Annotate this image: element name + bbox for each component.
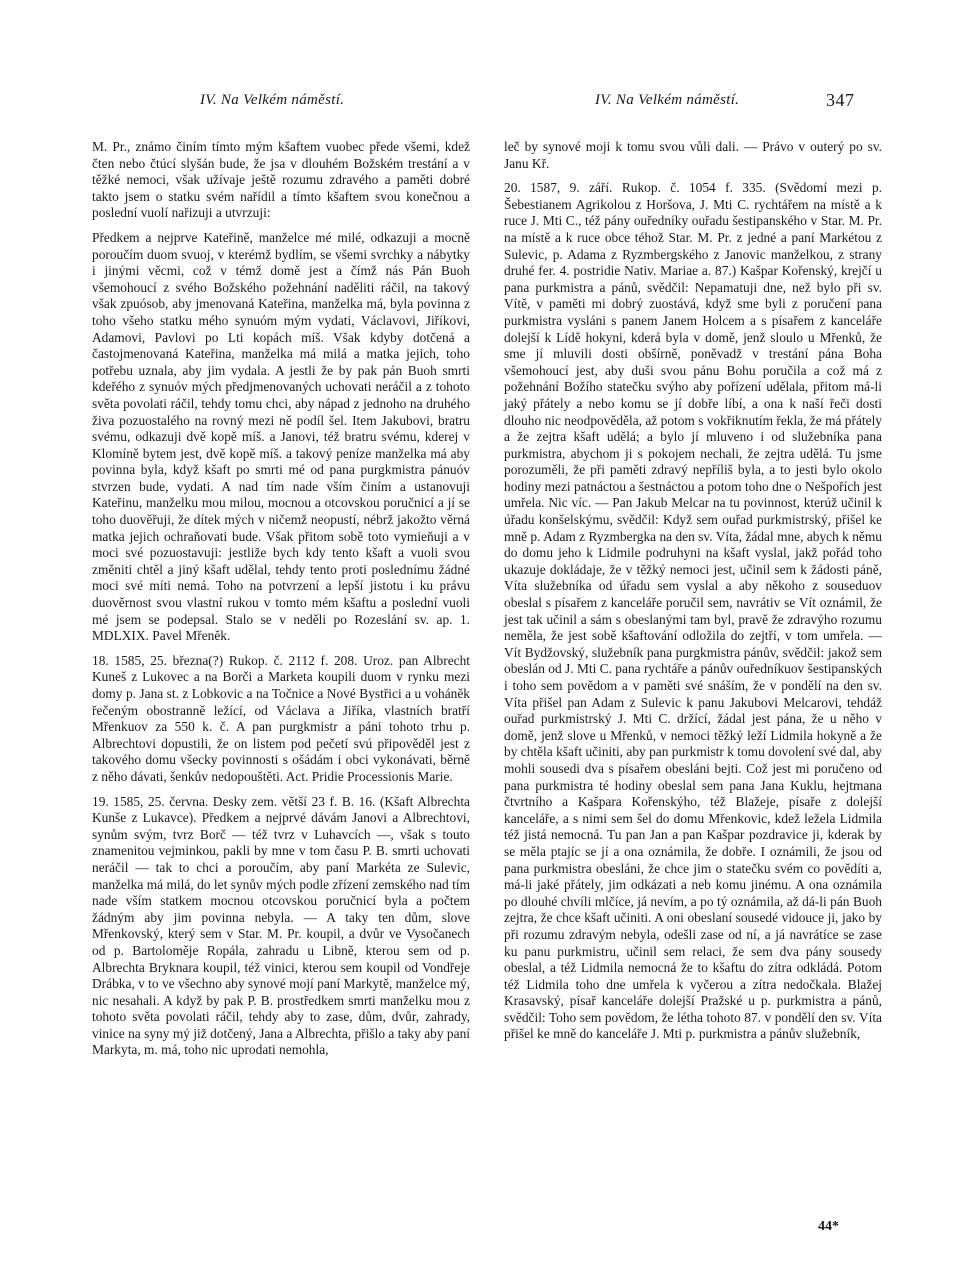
- running-head-right: IV. Na Velkém náměstí.: [595, 92, 740, 108]
- paragraph: Předkem a nejprve Kateřině, manželce mé milé, odkazuji a mocně poroučím duom svuoj, v kterémž bydlím, se všemi svrchky a nábytky i jinými věcmi, což v témž domě jest a čímž nás Pán Buoh všemohoucí z svého Božského požehnání naděliti ráčil, na takový však zpuósob, aby jmenovaná Kateřina, manželka má, byla povinna z toho všeho statku mého synuóm mým vydati, Václavovi, Jiříkovi, Adamovi, Pavlovi po Lti kopách míš. Však kdyby dotčená a častojmenovaná Kateřina, manželka má milá a matka jejich, toho potřebu uznala, aby jim vydala. A jestli že by pak pán Buoh smrti kdeřého z synuóv mých předjmenovaných uchovati neráčil a z tohoto světa povolati ráčil, tehdy tomu chci, aby nápad z jednoho na druhého živa pozuostalého na rovný mezi ně podíl šel. Item Jakubovi, bratru svému, odkazuji dvě kopě míš. a Janovi, též bratru svému, kderej v Klomíně bytem jest, dvě kopě míš. a takový peníze manželka má aby povinna byla, když kšaft po smrti mé od pana purgkmistra pánuóv stvrzen bude, vydati. A nad tím nade vším činím a ustanovuji Kateřinu, manželku mou milou, mocnou a otcovskou poručnicí a jí se toho duověřuji, že dítek mých v ničemž neopustí, nébrž jakožto věrná matka jejich ochraňovati bude. Však přitom sobě toto vymieňuji a v moci své pozuostavuji: jestliže bych kdy tento kšaft a vuoli svou změniti chtěl a jiný kšaft udělal, tehdy tento proti poslednímu žádné moci své míti nemá. Toho na potvrzení a lepší jistotu i ku právu duověrnost svou vlastní rukou v tomto mém kšaftu a poslední vuoli mé jsem se podepsal. Stalo se v neděli po Rozeslání sv. ap. 1. MDLXIX. Pavel Mřeněk.: [92, 229, 470, 644]
- running-head-left: IV. Na Velkém náměstí.: [200, 92, 345, 108]
- paragraph: 18. 1585, 25. března(?) Rukop. č. 2112 f. 208. Uroz. pan Albrecht Kuneš z Lukovec a na Borči a Marketa koupili duom v rynku mezi domy p. Jana st. z Lobkovic a na Točnice a Nové Bystřici a u voháněk řečeným obostranně ležící, od Václava a Jiříka, vlastních bratří Mřenkuov za 550 k. č. A pan purgkmistr a páni tohoto trhu p. Albrechtovi dopustili, že on listem pod pečetí svú připověděl jest z takového domu všecky povinnosti s ošádám i obci vykonávati, běrně z něho dávati, šenkův nedopouštěti. Act. Pridie Processionis Marie.: [92, 652, 470, 784]
- paragraph: leč by synové moji k tomu svou vůli dali. — Právo v outerý po sv. Janu Kř.: [504, 139, 882, 171]
- paragraph: M. Pr., známo činím tímto mým kšaftem vuobec přede všemi, kdež čten nebo čtúcí slyšán bude, že jsa v dlouhém Božském trestání a v těžké nemoci, však užívaje ještě rozumu zdravého a paměti dobré takto jsem o statku svém nařídil a tímto kšaftem svou konečnou a poslední vuolí nařizuji a utvrzuji:: [92, 139, 470, 221]
- right-column: [504, 139, 882, 1051]
- page-number: 347: [826, 90, 855, 110]
- left-column: [92, 139, 470, 1067]
- running-header: [0, 92, 960, 116]
- paragraph: 20. 1587, 9. září. Rukop. č. 1054 f. 335. (Svědomí mezi p. Šebestianem Agrikolou z Horšova, J. Mti C. rychtářem na místě a k ruce J. Mti C., též pány ouředníky ouřadu šestipanského v Star. M. Pr. na místě a k ruce obce téhož Star. M. Pr. z jedné a paní Markétou z Sulevic, p. Adama z Ryzmbergského z Janovic manželkou, z strany druhé fer. 4. postridie Nativ. Mariae a. 87.) Kašpar Kořenský, krejčí u pana purkmistra a pánů, svědčil: Nepamatuji dne, než bylo při sv. Vítě, v paměti mi dobrý zuostává, když sme byli z poručení pana purkmistra vysláni s panem Janem Holcem a s písařem z kanceláře dolejší k Lídě hokyni, kderá byla v domě, jenž sloulo u Mřenků, že sme jí mluvili dosti obšírně, poněvadž v trestání pána Boha všemohoucí jest, aby duši svou pánu Bohu poručila a což má z požehnání Božího statečku svýho aby pořízení udělala, přitom má-li jaký přátely a nebo komu se jí dobře líbí, a ona k naší řeči dosti dlouho nic neodpověděla, až potom s vokřiknutím řekla, že má přátely a že zejtra kšaft udělá; a bylo jí mluveno i od služebníka pana purkmistra, abychom ji s pokojem nechali, že zejtra udělá. Tu jsme porozuměli, že při paměti zdravý nepříliš byla, a to jesti bylo okolo hodiny mezi patnáctou a šestnáctou a potom toho dne o Nešpořích jest umřela. Nic víc. — Pan Jakub Melcar na tu povinnost, kterúž učinil k úřadu konšelskýmu, svědčil: Když sem ouřad purkmistrský, přišel ke mně p. Adam z Ryzmbergka na den sv. Víta, žádal mne, abych k němu do domu jeho k Lidmile podruhyni na kšaft vyslal, jakž pořád toho ukazuje dokládaje, že v těžký nemoci jest, učinil sem k žádosti páně, Víta služebníka od úřadu sem vyslal a aby někoho z souseduov obeslal s písařem z kanceláře poručil sem, navrátiv se Vít oznámil, že jest tak učinil a sám s obeslanými tam byl, pravě že zdravýho rozumu neměla, že jest sobě kšaftování odložila do zejtří, v tom umřela. — Vít Bydžovský, služebník pana purgkmistra pánův, svědčil: jakož sem obeslán od J. Mti C. pana rychtáře a pánův ouředníkuov šestipanských i toho sem povědom a v paměti své snáším, že v pondělí na den sv. Víta přišel pan Adam z Sulevic k panu Jakubovi Melcarovi, tehdáž ouřad purkmistrský J. Mti C. držící, žádal jest pána, že u něho v domě, jenž slove u Mřenků, v nemoci těžký leží Lidmila hokyně a že by chtěla kšaft učiniti, aby pan purkmistr k tomu dovolení své dal, aby mohli sousedi dva s písařem obesláni bejti. Což jest mi poručeno od pana purkmistra té hodiny obeslal sem pana Jana Kuklu, hejtmana čtvrtního a Kašpara Kořenskýho, též Blažeje, písaře z dolejší kanceláře, a s nimi sem šel do domu Mřenkovic, kdež ležela Lidmila též jistá nemocná. Tu pan Jan a pan Kašpar pozdravice ji, kderak by se měla ptajíc se jí a ona oznámila, že dobře. I oznámili, že jsou od pana purkmistra obesláni, že chce jim o statečku svém co povědíti a, má-li jaké přátely, jim odkázati a neb komu jinému. A ona oznámila po dlouhé chvíli mlčíce, já nevím, a po tý oznámila, až dá-li pán Buoh zejtra, že chce kšaft učiniti. A oni obeslaní sousedé vidouce ji, jako by při rozumu zdravým nebyla, odešli zase od ní, a já navrátíce se zase ku panu purkmistru, učinil sem relaci, že sem dva pány sousedy obeslal, a též Lidmila nemocná že to kšaftu do zítra odkládá. Potom též Lidmila toho dne umřela k vyčerou a zítra nedočkala. Blažej Krasavský, písař kanceláře dolejší Pražské u p. purkmistra a pánů, svědčil: Toho sem povědom, že létha tohoto 87. v pondělí den sv. Víta přišel ke mně do kanceláře J. Mti p. purkmistra a pánův služebník,: [504, 180, 882, 1042]
- signature-mark: 44*: [818, 1219, 839, 1234]
- paragraph: 19. 1585, 25. června. Desky zem. větší 23 f. B. 16. (Kšaft Albrechta Kunše z Lukavce). Předkem a nejprvé dávám Janovi a Albrechtovi, synům svým, tvrz Borč — též tvrz v Luhavcích —, však s touto znamenitou vejminkou, pakli by mne v tom času P. B. smrti uchovati neráčil — tak to chci a poroučím, aby paní Markéta ze Sulevic, manželka má milá, do let synův mých podle zřízení zemského nad tím nade vším statkem mocnou otcovskou poručnicí byla a počtem žádným aby jim povinna nebyla. — A taky ten dům, slove Mřenkovský, který sem v Star. M. Pr. koupil, a dvůr ve Vysočanech od p. Bartoloměje Ropála, zahradu u Libně, kterou sem od p. Albrechta Bryknara koupil, též vinici, kterou sem koupil od Vondřeje Drábka, v to ve všechno aby synové mojí paní Markytě, manželce mý, nic nesahali. A když by pak P. B. prostředkem smrti manželku mou z tohoto světa povolati ráčil, tehdy aby to zase, dům, dvůr, zahrady, vinice na syny mý již dotčený, Jana a Albrechta, přišlo a taky aby paní Markyta, m. má, toho nic uprodati nemohla,: [92, 793, 470, 1058]
